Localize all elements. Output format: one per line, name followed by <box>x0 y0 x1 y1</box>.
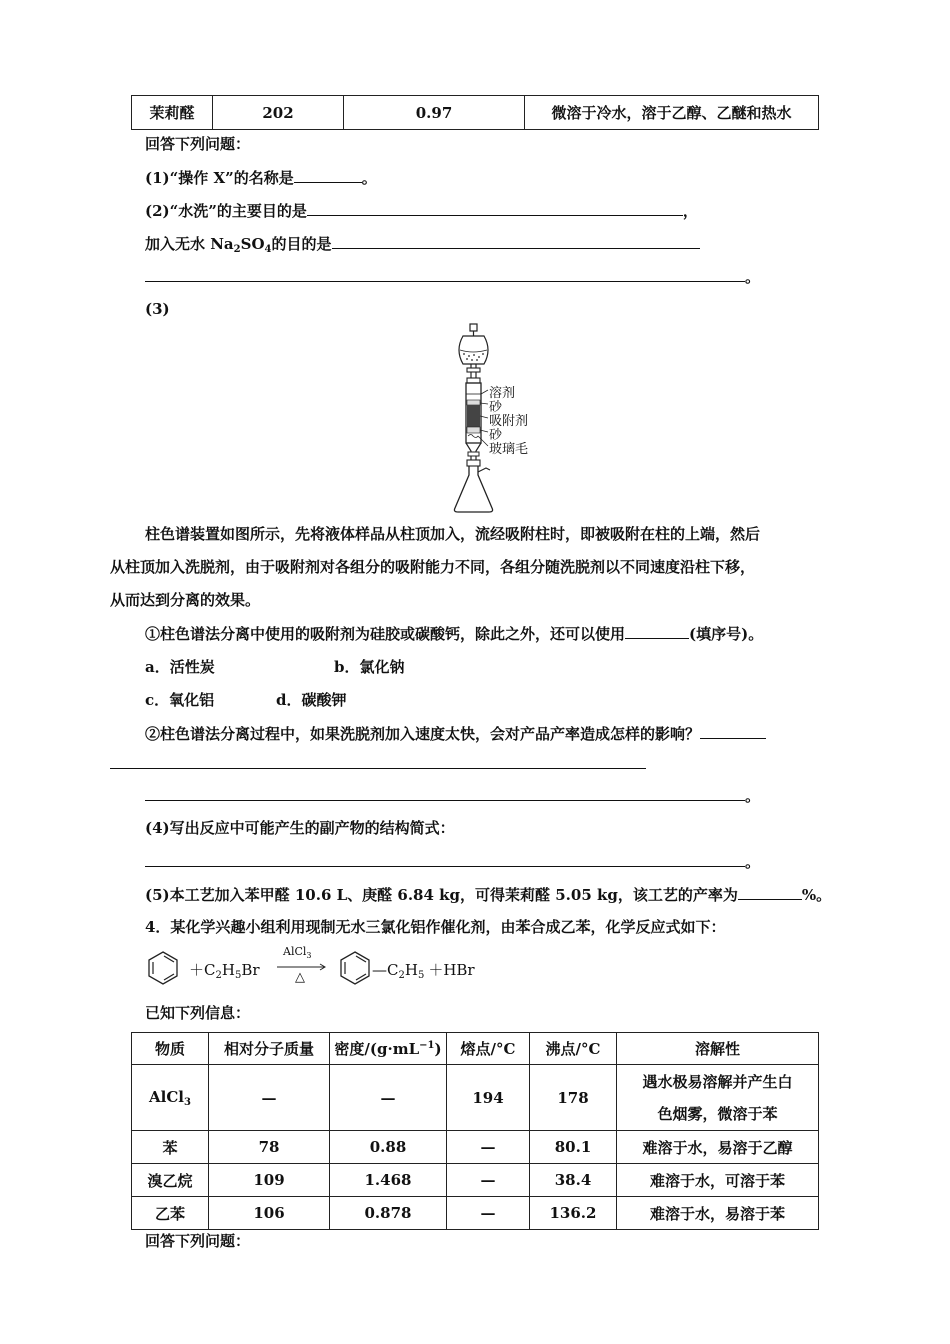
product-hbr: ＋HBr <box>428 961 475 979</box>
question-1 <box>145 167 377 188</box>
cell-mp: — <box>447 1197 530 1230</box>
cell-density: 1.468 <box>330 1164 447 1197</box>
cell-density: 0.878 <box>330 1197 447 1230</box>
header-density <box>330 1033 447 1065</box>
question-2-line2 <box>145 233 700 260</box>
q5-suffix: %。 <box>801 886 832 904</box>
sub-question-2-line3 <box>145 785 760 806</box>
q2-sub2: 4 <box>264 244 272 255</box>
cell-density: — <box>330 1065 447 1131</box>
benzene-ring-icon <box>145 950 181 986</box>
properties-table <box>131 1032 819 1230</box>
questions-intro: 回答下列问题： <box>145 135 251 153</box>
top-cell-density: 0.97 <box>344 96 525 130</box>
option-c: c．氧化铝 <box>145 691 215 709</box>
paragraph-line-1: 柱色谱装置如图所示，先将液体样品从柱顶加入，流经吸附柱时，即被吸附在柱的上端，然后 <box>145 525 761 543</box>
paragraph-line-2: 从柱顶加入洗脱剂，由于吸附剂对各组分的吸附能力不同，各组分随洗脱剂以不同速度沿柱下移， <box>110 558 756 576</box>
header-solubility: 溶解性 <box>617 1033 819 1065</box>
reactant-ethyl-bromide <box>189 959 260 981</box>
option-d: d．碳酸钾 <box>276 691 347 709</box>
reactant-c: ＋C <box>189 961 216 979</box>
header-molecular-mass: 相对分子质量 <box>209 1033 330 1065</box>
catalyst-sub: 3 <box>306 951 312 960</box>
table-row <box>132 1131 819 1164</box>
column-chromatography-figure <box>440 320 580 515</box>
top-table <box>131 95 819 130</box>
reactant-h: H <box>221 961 235 979</box>
cell-mw: 78 <box>209 1131 330 1164</box>
table-row <box>132 1197 819 1230</box>
q2-line2-suffix-text: 的目的是 <box>271 235 332 253</box>
paragraph-line-3: 从而达到分离的效果。 <box>110 591 261 609</box>
q2-line2-blank[interactable] <box>332 233 700 249</box>
reactant-sub-1: 2 <box>215 970 222 981</box>
product-h: H <box>404 961 418 979</box>
header-density-text: 密度/(g·mL <box>334 1040 420 1058</box>
sub2-line3-blank[interactable] <box>145 785 745 801</box>
sub1-text: ①柱色谱法分离中使用的吸附剂为硅胶或碳酸钙，除此之外，还可以使用 <box>145 625 626 643</box>
cell-name: 乙苯 <box>132 1197 209 1230</box>
q5-text: (5)本工艺加入苯甲醛 10.6 L、庚醛 6.84 kg，可得茉莉醛 5.05 kg，该工艺的产率为 <box>145 886 738 904</box>
top-cell-name: 茉莉醛 <box>132 96 213 130</box>
q1-blank[interactable] <box>294 167 362 183</box>
cell-solubility: 难溶于水，易溶于苯 <box>617 1197 819 1230</box>
sub2-suffix: 。 <box>745 787 761 805</box>
known-info: 已知下列信息： <box>145 1004 251 1022</box>
header-density-close: ) <box>434 1040 442 1058</box>
cell-mp: — <box>447 1164 530 1197</box>
reactant-br: Br <box>241 961 260 979</box>
question-5 <box>145 884 831 905</box>
cell-solubility: 难溶于水，可溶于苯 <box>617 1164 819 1197</box>
table-header-row <box>132 1033 819 1065</box>
cell-name: 溴乙烷 <box>132 1164 209 1197</box>
reactant-sub-2: 5 <box>234 970 242 981</box>
cell-bp: 38.4 <box>530 1164 617 1197</box>
option-a: a．活性炭 <box>145 658 215 676</box>
reaction-equation <box>145 945 505 989</box>
benzene-ring-product-icon <box>337 950 373 986</box>
cell-density: 0.88 <box>330 1131 447 1164</box>
catalyst-label <box>283 945 312 960</box>
header-melting-point: 熔点/°C <box>447 1033 530 1065</box>
cell-solubility <box>617 1065 819 1131</box>
cell-mw: 109 <box>209 1164 330 1197</box>
table-row <box>132 1164 819 1197</box>
cell-name: 苯 <box>132 1131 209 1164</box>
q4-suffix: 。 <box>745 853 761 871</box>
q2-line2-mid: SO <box>240 235 265 253</box>
alcl3-sub: 3 <box>184 1096 191 1108</box>
sub2-blank[interactable] <box>700 723 766 739</box>
q2-line2-text: 加入无水 Na <box>145 235 234 253</box>
header-substance: 物质 <box>132 1033 209 1065</box>
label-sand-top: 砂 <box>489 400 503 415</box>
cell-solubility: 难溶于水，易溶于乙醇 <box>617 1131 819 1164</box>
question-2-line3 <box>145 266 760 287</box>
heat-condition: △ <box>295 970 305 985</box>
q2-sub1: 2 <box>233 244 241 255</box>
sub-question-1 <box>145 623 763 644</box>
label-adsorbent: 吸附剂 <box>489 414 529 429</box>
cell-bp: 80.1 <box>530 1131 617 1164</box>
table-row <box>132 1065 819 1131</box>
cell-mw: — <box>209 1065 330 1131</box>
cell-mp: 194 <box>447 1065 530 1131</box>
q1-text: (1)“操作 X”的名称是 <box>145 169 294 187</box>
alcl3-name: AlCl <box>149 1087 184 1106</box>
header-density-sup: −1 <box>419 1040 435 1051</box>
option-b: b．氯化钠 <box>334 658 405 676</box>
cell-bp: 178 <box>530 1065 617 1131</box>
q2-line3-blank[interactable] <box>145 266 745 282</box>
q2-line3-suffix: 。 <box>745 268 761 286</box>
q2-blank[interactable] <box>307 200 683 216</box>
q5-blank[interactable] <box>738 884 802 900</box>
label-solvent: 溶剂 <box>489 386 516 401</box>
product-c: —C <box>372 961 399 979</box>
sub2-continuation-blank[interactable] <box>110 768 646 769</box>
sol-line-2: 色烟雾，微溶于苯 <box>657 1104 778 1123</box>
product-sub-1: 2 <box>398 970 405 981</box>
product-ethylbenzene <box>372 959 475 981</box>
cell-mw: 106 <box>209 1197 330 1230</box>
cell-name <box>132 1065 209 1131</box>
sub-question-2 <box>145 723 766 744</box>
sub1-suffix: (填序号)。 <box>689 625 764 643</box>
catalyst-text: AlCl <box>283 945 307 958</box>
header-boiling-point: 沸点/°C <box>530 1033 617 1065</box>
q2-text: (2)“水洗”的主要目的是 <box>145 202 307 220</box>
sub1-blank[interactable] <box>625 623 689 639</box>
label-glass-wool: 玻璃毛 <box>489 442 529 457</box>
label-sand-bottom: 砂 <box>489 428 503 443</box>
cell-bp: 136.2 <box>530 1197 617 1230</box>
question-3-label: (3) <box>145 300 170 318</box>
sol-line-1: 遇水极易溶解并产生白 <box>642 1072 793 1091</box>
top-cell-solubility: 微溶于冷水，溶于乙醇、乙醚和热水 <box>525 96 819 130</box>
q1-suffix: 。 <box>361 169 377 187</box>
ending-prompt: 回答下列问题： <box>145 1232 251 1250</box>
product-sub-2: 5 <box>417 970 425 981</box>
sub2-text: ②柱色谱法分离过程中，如果洗脱剂加入速度太快，会对产品产率造成怎样的影响？ <box>145 725 701 743</box>
problem-4: 4．某化学兴趣小组利用现制无水三氯化铝作催化剂，由苯合成乙苯，化学反应式如下： <box>145 918 726 936</box>
top-cell-mw: 202 <box>213 96 344 130</box>
question-4-answer <box>145 851 760 872</box>
q4-blank[interactable] <box>145 851 745 867</box>
question-2 <box>145 200 698 221</box>
cell-mp: — <box>447 1131 530 1164</box>
question-4: (4)写出反应中可能产生的副产物的结构简式： <box>145 819 455 837</box>
q2-suffix: ， <box>682 202 698 220</box>
